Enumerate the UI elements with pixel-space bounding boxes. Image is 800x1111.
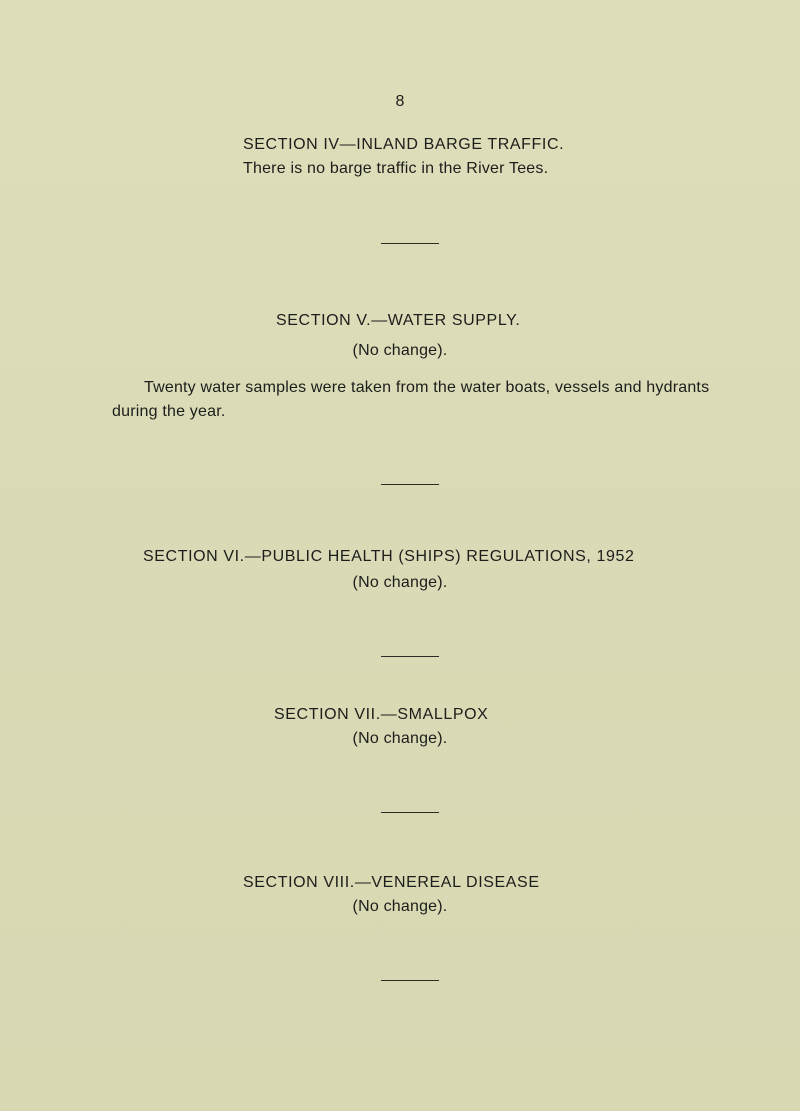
section-vii-note: (No change). <box>352 730 448 747</box>
section-divider <box>381 980 439 981</box>
section-divider <box>381 812 439 813</box>
section-iv-text: There is no barge traffic in the River Tees. <box>243 160 549 177</box>
section-vi-heading: SECTION VI.—PUBLIC HEALTH (SHIPS) REGULATIONS, 1952 <box>143 548 635 565</box>
section-viii-heading: SECTION VIII.—VENEREAL DISEASE <box>243 874 540 891</box>
section-divider <box>381 243 439 244</box>
section-v-paragraph-line2: during the year. <box>112 403 226 420</box>
section-vi-note: (No change). <box>352 574 448 591</box>
page-number: 8 <box>395 93 405 110</box>
section-v-paragraph-line1: Twenty water samples were taken from the water boats, vessels and hydrants <box>144 379 710 396</box>
section-divider <box>381 656 439 657</box>
section-v-note: (No change). <box>352 342 448 359</box>
section-viii-note: (No change). <box>352 898 448 915</box>
section-v-heading: SECTION V.—WATER SUPPLY. <box>276 312 521 329</box>
section-iv-heading: SECTION IV—INLAND BARGE TRAFFIC. <box>243 136 565 153</box>
section-divider <box>381 484 439 485</box>
section-vii-heading: SECTION VII.—SMALLPOX <box>274 706 489 723</box>
